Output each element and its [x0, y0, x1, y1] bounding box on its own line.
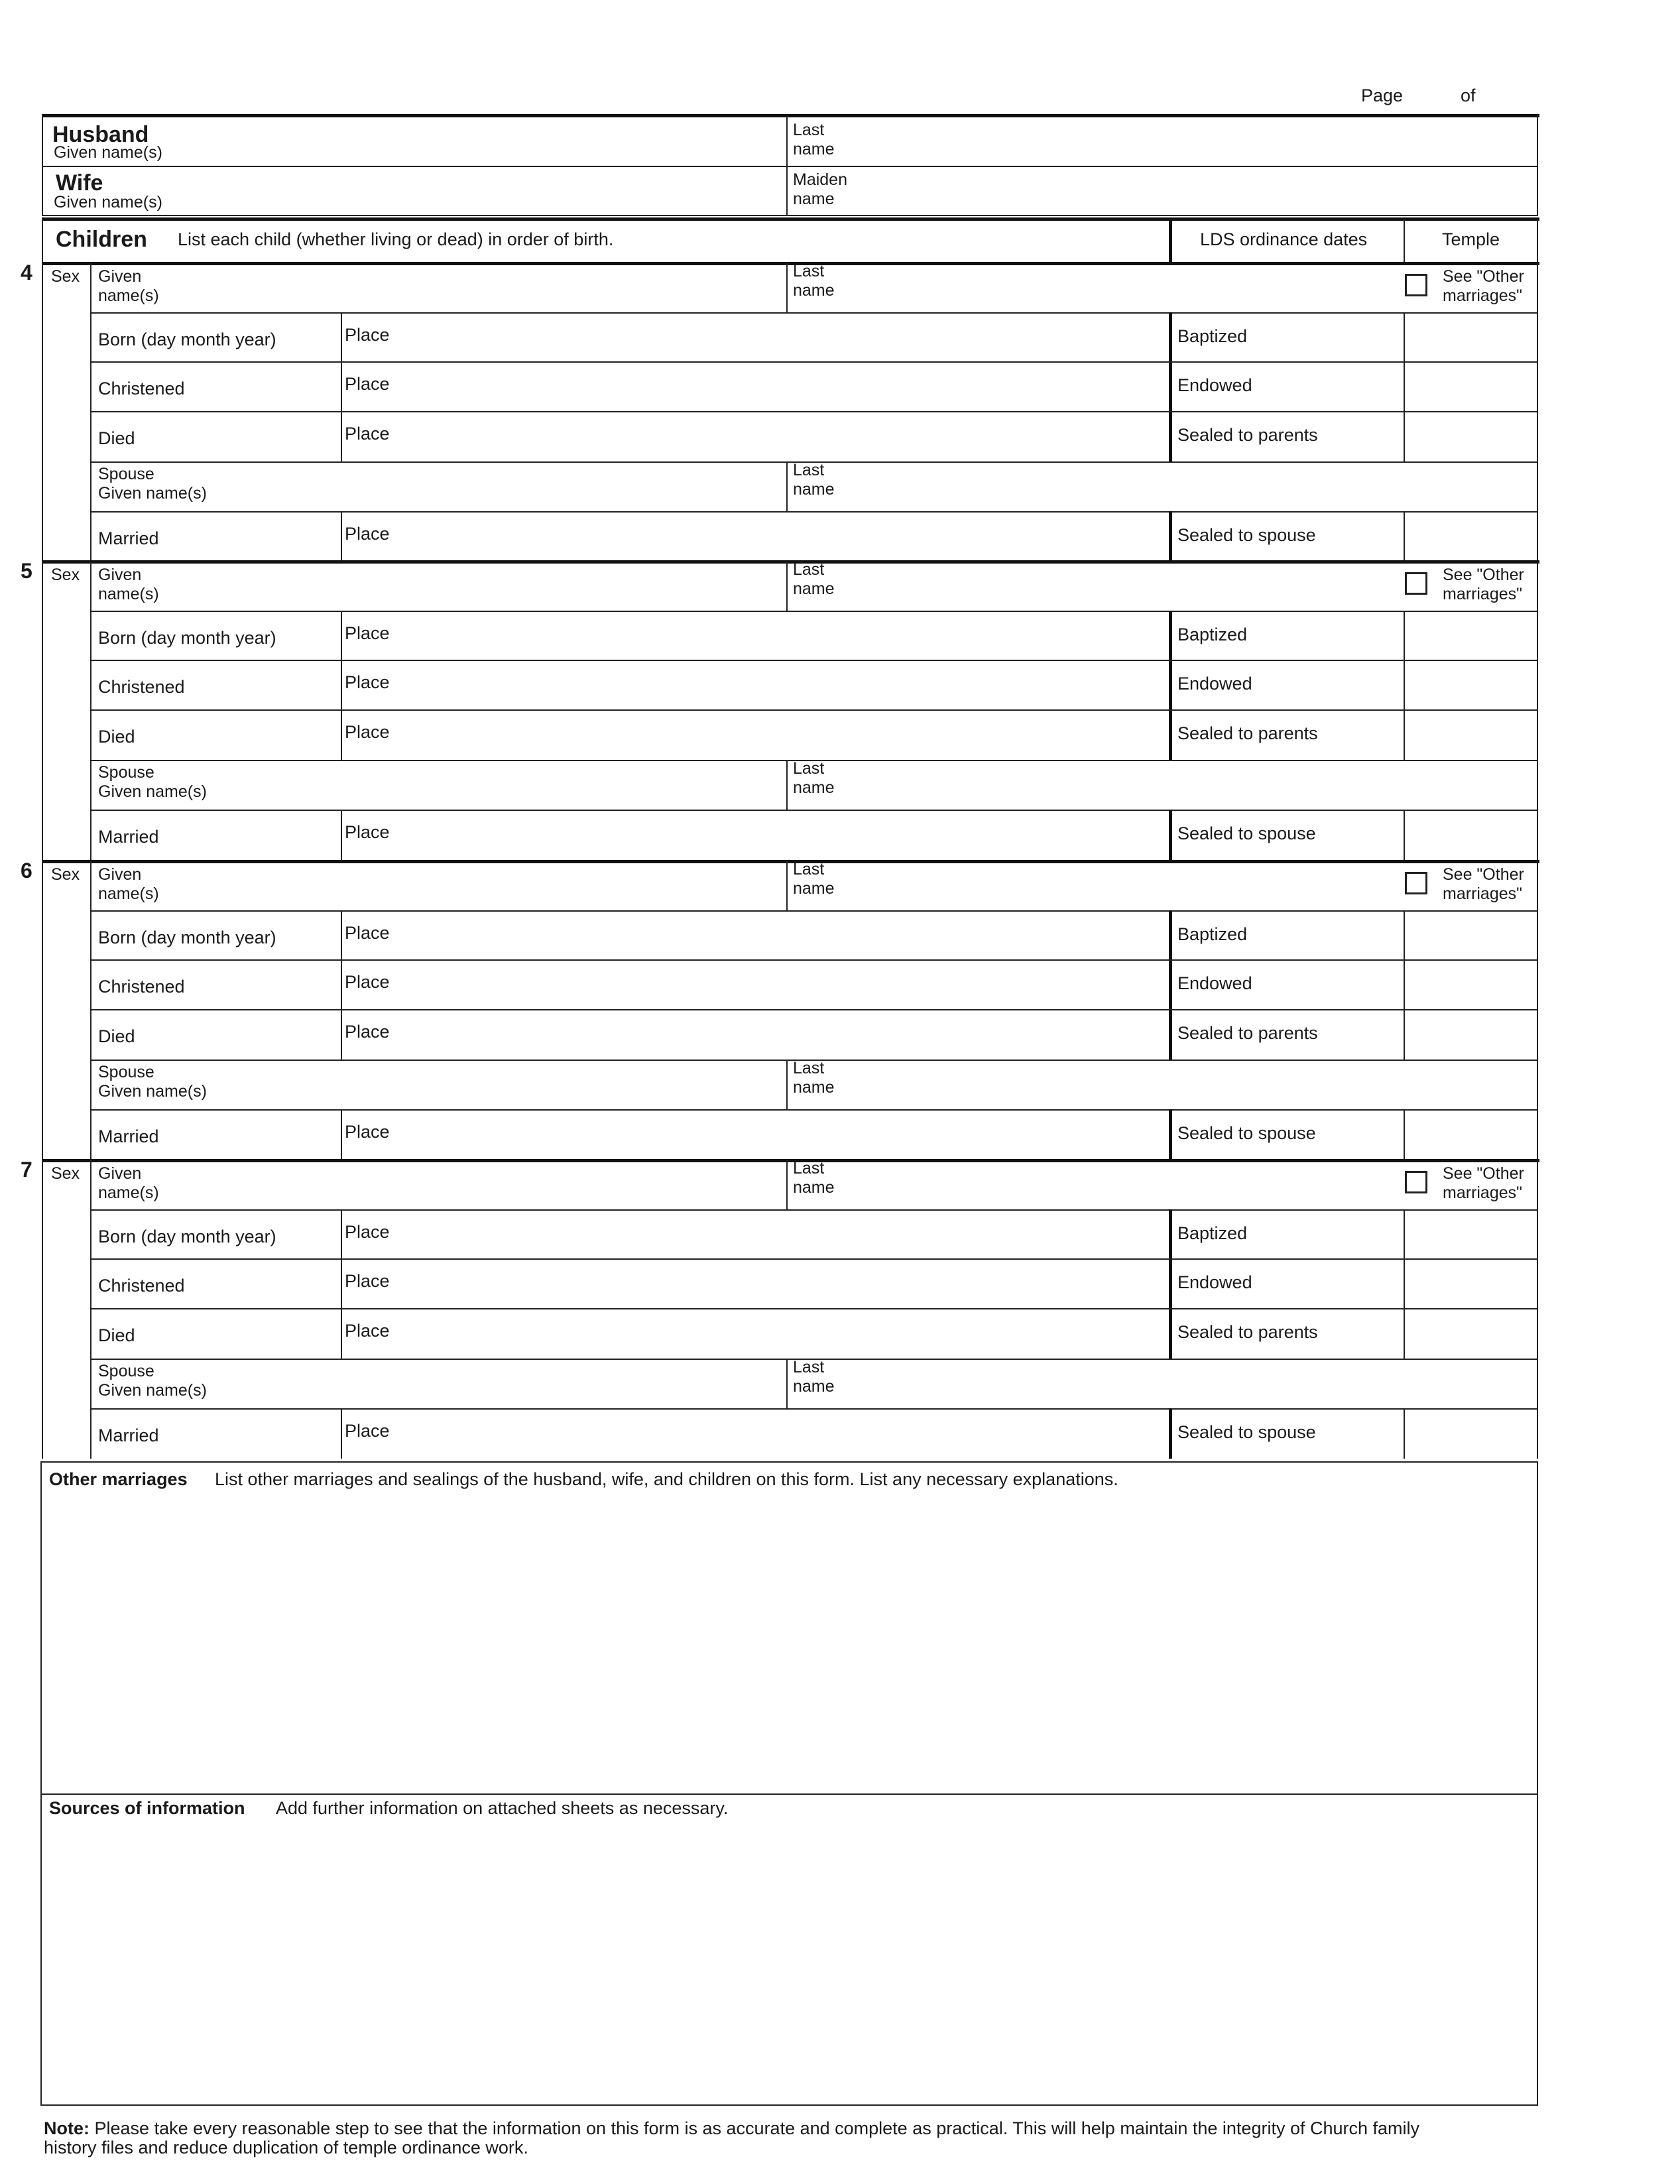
born-place-label: Place — [345, 325, 390, 345]
husband-given-name-field[interactable] — [239, 119, 782, 163]
child-right-border — [1537, 263, 1538, 562]
child-top-rule — [42, 262, 1539, 265]
born-label: Born (day month year) — [98, 628, 276, 648]
child-number: 4 — [21, 261, 32, 284]
endowed-temple-field[interactable] — [1407, 664, 1534, 706]
wife-title: Wife — [56, 170, 103, 196]
last-2-text: name — [793, 1377, 835, 1396]
christened-place-label: Place — [345, 374, 390, 394]
last-1-text: Last — [793, 860, 825, 879]
form-top-rule — [42, 114, 1539, 117]
spouse-last-name-field[interactable] — [855, 465, 1531, 509]
married-place-divider — [341, 810, 342, 860]
husband-title: Husband — [52, 122, 149, 147]
spouse-last-name-field[interactable] — [855, 1063, 1531, 1107]
see-other-marriages-label — [1443, 865, 1524, 904]
child-left-border — [42, 263, 43, 562]
spouse-given-name-field[interactable] — [265, 1063, 782, 1107]
child-number: 5 — [21, 559, 32, 583]
other-marriages-title: Other marriages — [49, 1469, 188, 1489]
last-1-text: Last — [793, 1159, 825, 1178]
baptized-label: Baptized — [1177, 1223, 1248, 1243]
spouse-1-text: Spouse — [98, 1063, 154, 1081]
born-place-field[interactable] — [411, 615, 1166, 657]
child-sex-divider — [90, 1160, 91, 1459]
page-total-field[interactable] — [1485, 81, 1525, 107]
given-1-text: Given — [98, 566, 142, 584]
spouse-given-name-field[interactable] — [265, 1362, 782, 1406]
married-place-divider — [341, 1109, 342, 1160]
sources-instruction: Add further information on attached sheets as necessary. — [276, 1798, 729, 1818]
sealed-to-spouse-temple-field[interactable] — [1407, 1412, 1534, 1455]
endowed-temple-field[interactable] — [1407, 1262, 1534, 1305]
last-2-text: name — [793, 879, 835, 898]
children-header-divider — [1169, 219, 1172, 263]
page-number-label: Page — [1361, 86, 1404, 105]
child-last-label — [793, 262, 835, 300]
child-last-label — [793, 1159, 835, 1197]
married-temple-divider — [1404, 1408, 1405, 1459]
endowed-label: Endowed — [1177, 674, 1252, 694]
sex-field[interactable] — [52, 288, 88, 308]
child-top-rule — [42, 860, 1539, 863]
see-other-2-text: marriages" — [1443, 585, 1523, 603]
sealed-to-parents-label: Sealed to parents — [1177, 1322, 1318, 1342]
christened-place-label: Place — [345, 972, 390, 992]
born-label: Born (day month year) — [98, 330, 276, 349]
children-header-left-border — [42, 219, 43, 263]
spouse-1-text: Spouse — [98, 1362, 154, 1380]
sealed-to-parents-label: Sealed to parents — [1177, 425, 1318, 445]
spouse-last-label — [793, 759, 835, 798]
spouse-given-name-field[interactable] — [265, 763, 782, 807]
christened-label: Christened — [98, 1276, 185, 1296]
married-ordinance-divider — [1169, 1408, 1172, 1459]
born-place-label: Place — [345, 623, 390, 643]
married-ordinance-divider — [1169, 1109, 1172, 1160]
christened-place-field[interactable] — [411, 1262, 1166, 1305]
spouse-last-label — [793, 1059, 835, 1097]
baptized-label: Baptized — [1177, 625, 1248, 644]
sources-top-rule — [40, 1793, 1538, 1795]
sources-bottom-rule — [40, 2104, 1538, 2106]
see-other-marriages-label — [1443, 566, 1524, 604]
endowed-temple-field[interactable] — [1407, 963, 1534, 1006]
given-2-text: name(s) — [98, 884, 159, 903]
see-other-1-text: See "Other — [1443, 566, 1524, 584]
husband-given-label: Given name(s) — [54, 143, 162, 162]
wife-given-label: Given name(s) — [54, 193, 162, 212]
died-place-label: Place — [345, 1321, 390, 1341]
sealed-to-spouse-label: Sealed to spouse — [1177, 525, 1316, 545]
married-place-field[interactable] — [411, 1412, 1166, 1455]
baptized-temple-field[interactable] — [1407, 914, 1534, 957]
note-title: Note: — [44, 2118, 90, 2138]
last-2-text: name — [793, 480, 835, 499]
married-temple-divider — [1404, 810, 1405, 860]
married-label: Married — [98, 827, 159, 847]
note-line-1 — [44, 2120, 1419, 2138]
christened-label: Christened — [98, 977, 185, 997]
sealed-to-spouse-label: Sealed to spouse — [1177, 823, 1316, 843]
born-place-label: Place — [345, 1222, 390, 1242]
see-other-marriages-label — [1443, 1164, 1524, 1203]
endowed-temple-field[interactable] — [1407, 365, 1534, 408]
temple-divider — [1404, 611, 1405, 760]
sources-field[interactable] — [46, 1827, 1531, 2099]
died-place-label: Place — [345, 424, 390, 444]
endowed-label: Endowed — [1177, 375, 1252, 395]
see-other-1-text: See "Other — [1443, 865, 1524, 884]
sealed-to-parents-temple-field[interactable] — [1407, 415, 1534, 457]
see-other-marriages-checkbox[interactable] — [1405, 274, 1427, 296]
child-right-border — [1537, 861, 1538, 1160]
sex-field[interactable] — [52, 1185, 88, 1205]
sealed-to-spouse-label: Sealed to spouse — [1177, 1123, 1316, 1143]
spouse-given-label — [98, 1063, 207, 1101]
born-place-field[interactable] — [411, 316, 1166, 359]
spouse-given-name-field[interactable] — [265, 465, 782, 509]
given-2-text: name(s) — [98, 1183, 159, 1202]
child-given-label — [98, 267, 159, 306]
died-label: Died — [98, 1026, 135, 1046]
row-rule — [90, 611, 1538, 612]
child-given-label — [98, 865, 159, 904]
lds-ordinance-dates-label: LDS ordinance dates — [1200, 229, 1368, 249]
row-rule — [90, 709, 1538, 711]
place-divider — [341, 312, 342, 461]
married-place-label: Place — [345, 1421, 390, 1441]
married-label: Married — [98, 1426, 159, 1445]
endowed-label: Endowed — [1177, 1272, 1252, 1292]
sources-title: Sources of information — [49, 1798, 245, 1818]
died-place-label: Place — [345, 1022, 390, 1042]
row-rule — [90, 511, 1538, 513]
spouse-name-divider — [786, 1359, 788, 1408]
child-left-border — [42, 1160, 43, 1459]
baptized-label: Baptized — [1177, 326, 1248, 346]
see-other-2-text: marriages" — [1443, 884, 1523, 903]
ordinance-divider — [1169, 312, 1172, 461]
sealed-to-parents-temple-field[interactable] — [1407, 1312, 1534, 1355]
spouse-2-text: Given name(s) — [98, 1082, 207, 1101]
see-other-1-text: See "Other — [1443, 1164, 1524, 1183]
place-divider — [341, 611, 342, 760]
child-name-divider — [786, 1160, 788, 1209]
baptized-temple-field[interactable] — [1407, 615, 1534, 657]
married-place-field[interactable] — [411, 515, 1166, 558]
row-rule — [90, 411, 1538, 412]
child-last-label — [793, 560, 835, 599]
given-1-text: Given — [98, 267, 142, 286]
child-given-name-field[interactable] — [172, 864, 782, 908]
died-place-field[interactable] — [411, 415, 1166, 457]
last-1-text: Last — [793, 560, 825, 579]
spouse-given-label — [98, 465, 207, 503]
baptized-temple-field[interactable] — [1407, 316, 1534, 359]
child-given-name-field[interactable] — [172, 266, 782, 310]
children-header-temple-divider — [1404, 219, 1405, 263]
given-1-text: Given — [98, 1164, 142, 1183]
child-right-border — [1537, 562, 1538, 860]
child-given-label — [98, 1164, 159, 1203]
child-given-name-field[interactable] — [172, 1163, 782, 1207]
temple-label: Temple — [1442, 229, 1500, 249]
row-rule — [90, 959, 1538, 961]
husband-last-label: Last name — [793, 121, 835, 158]
note-text-1: Please take every reasonable step to see that the information on this form is as accurate and complete as practical. This will help maintain the integrity of Church family — [94, 2118, 1420, 2138]
given-1-text: Given — [98, 865, 142, 884]
spouse-name-divider — [786, 461, 788, 511]
wife-maiden-label: Maiden name — [793, 170, 847, 208]
married-place-divider — [341, 1408, 342, 1459]
row-rule — [90, 810, 1538, 811]
sealed-to-parents-temple-field[interactable] — [1407, 1013, 1534, 1056]
header-divider — [786, 115, 788, 215]
row-rule — [90, 1258, 1538, 1260]
child-block-5 — [0, 560, 1680, 860]
married-place-divider — [341, 511, 342, 562]
married-label: Married — [98, 528, 159, 548]
ordinance-divider — [1169, 910, 1172, 1060]
page-of-label: of — [1461, 86, 1476, 105]
child-name-divider — [786, 562, 788, 611]
child-sex-divider — [90, 562, 91, 860]
child-top-rule — [42, 1159, 1539, 1162]
sex-label: Sex — [51, 1164, 80, 1183]
sealed-to-parents-temple-field[interactable] — [1407, 713, 1534, 756]
last-1-text: Last — [793, 262, 825, 280]
children-title: Children — [56, 227, 147, 252]
spouse-2-text: Given name(s) — [98, 1381, 207, 1400]
see-other-marriages-checkbox[interactable] — [1405, 872, 1427, 894]
temple-divider — [1404, 1209, 1405, 1359]
child-last-name-field[interactable] — [855, 864, 1399, 908]
ordinance-divider — [1169, 1209, 1172, 1359]
note-line-2: history files and reduce duplication of temple ordinance work. — [44, 2138, 528, 2157]
sealed-to-spouse-temple-field[interactable] — [1407, 814, 1534, 856]
sealed-to-spouse-label: Sealed to spouse — [1177, 1422, 1316, 1442]
child-last-label — [793, 860, 835, 898]
spouse-name-divider — [786, 760, 788, 810]
row-rule — [90, 1009, 1538, 1010]
married-label: Married — [98, 1126, 159, 1146]
born-place-field[interactable] — [411, 1213, 1166, 1256]
row-rule — [90, 910, 1538, 912]
child-left-border — [42, 562, 43, 860]
wife-maiden-name-field[interactable] — [855, 170, 1531, 212]
place-divider — [341, 1209, 342, 1359]
row-rule — [90, 1209, 1538, 1211]
sex-label: Sex — [51, 865, 80, 884]
born-place-label: Place — [345, 923, 390, 943]
child-last-name-field[interactable] — [855, 564, 1399, 608]
sealed-to-spouse-temple-field[interactable] — [1407, 515, 1534, 558]
place-divider — [341, 910, 342, 1060]
sealed-to-parents-label: Sealed to parents — [1177, 723, 1318, 743]
child-sex-divider — [90, 263, 91, 562]
sealed-to-spouse-temple-field[interactable] — [1407, 1113, 1534, 1156]
christened-label: Christened — [98, 379, 185, 398]
died-label: Died — [98, 1325, 135, 1345]
spouse-given-label — [98, 1362, 207, 1400]
child-name-divider — [786, 263, 788, 312]
see-other-1-text: See "Other — [1443, 267, 1524, 286]
child-given-label — [98, 566, 159, 604]
spouse-last-label — [793, 1358, 835, 1396]
child-number: 7 — [21, 1158, 32, 1182]
spouse-name-divider — [786, 1060, 788, 1109]
last-1-text: Last — [793, 759, 825, 778]
last-1-text: Last — [793, 461, 825, 479]
born-label: Born (day month year) — [98, 1227, 276, 1246]
husband-last-name-field[interactable] — [855, 119, 1531, 163]
baptized-temple-field[interactable] — [1407, 1213, 1534, 1256]
died-label: Died — [98, 428, 135, 448]
child-last-name-field[interactable] — [855, 1163, 1399, 1207]
page-number-field[interactable] — [1412, 81, 1452, 107]
child-top-rule — [42, 560, 1539, 564]
endowed-label: Endowed — [1177, 973, 1252, 993]
child-block-6 — [0, 860, 1680, 1160]
row-rule — [90, 361, 1538, 363]
children-header-right-border — [1537, 219, 1538, 263]
see-other-2-text: marriages" — [1443, 286, 1523, 305]
given-2-text: name(s) — [98, 585, 159, 603]
last-1-text: Last — [793, 1059, 825, 1077]
christened-place-label: Place — [345, 1271, 390, 1291]
married-place-label: Place — [345, 524, 390, 544]
christened-label: Christened — [98, 677, 185, 697]
child-left-border — [42, 861, 43, 1160]
married-place-field[interactable] — [411, 814, 1166, 856]
child-block-4 — [0, 262, 1680, 562]
row-rule — [90, 312, 1538, 314]
sex-field[interactable] — [52, 587, 88, 607]
see-other-2-text: marriages" — [1443, 1183, 1523, 1202]
died-place-field[interactable] — [411, 1312, 1166, 1355]
see-other-marriages-checkbox[interactable] — [1405, 572, 1427, 595]
died-label: Died — [98, 727, 135, 747]
header-right-border — [1537, 114, 1538, 215]
sex-label: Sex — [51, 267, 80, 286]
last-2-text: name — [793, 1178, 835, 1197]
header-left-border — [42, 114, 43, 215]
given-2-text: name(s) — [98, 286, 159, 305]
row-rule — [90, 1109, 1538, 1111]
temple-divider — [1404, 910, 1405, 1060]
last-2-text: name — [793, 281, 835, 300]
last-1-text: Last — [793, 1358, 825, 1376]
temple-divider — [1404, 312, 1405, 461]
spouse-last-name-field[interactable] — [855, 1362, 1531, 1406]
married-place-label: Place — [345, 1122, 390, 1142]
wife-bottom-rule — [42, 215, 1538, 216]
ordinance-divider — [1169, 611, 1172, 760]
died-place-field[interactable] — [411, 1013, 1166, 1056]
married-temple-divider — [1404, 1109, 1405, 1160]
baptized-label: Baptized — [1177, 924, 1248, 944]
child-given-name-field[interactable] — [172, 564, 782, 608]
last-2-text: name — [793, 579, 835, 598]
child-right-border — [1537, 1160, 1538, 1459]
row-rule — [90, 1408, 1538, 1410]
married-temple-divider — [1404, 511, 1405, 562]
husband-wife-separator — [42, 166, 1538, 167]
child-last-name-field[interactable] — [855, 266, 1399, 310]
christened-place-label: Place — [345, 672, 390, 692]
married-ordinance-divider — [1169, 511, 1172, 562]
wife-given-name-field[interactable] — [239, 170, 782, 212]
married-ordinance-divider — [1169, 810, 1172, 860]
married-place-label: Place — [345, 822, 390, 842]
child-name-divider — [786, 861, 788, 910]
spouse-2-text: Given name(s) — [98, 484, 207, 503]
sex-field[interactable] — [52, 886, 88, 906]
child-block-7 — [0, 1159, 1680, 1459]
lower-left-border — [40, 1461, 42, 2106]
children-header-top-rule — [42, 217, 1539, 221]
christened-place-field[interactable] — [411, 365, 1166, 408]
sex-label: Sex — [51, 566, 80, 584]
other-marriages-top-rule — [42, 1461, 1538, 1463]
row-rule — [90, 660, 1538, 661]
child-number: 6 — [21, 859, 32, 882]
christened-place-field[interactable] — [411, 963, 1166, 1006]
christened-place-field[interactable] — [411, 664, 1166, 706]
lower-right-border — [1537, 1461, 1538, 2106]
see-other-marriages-checkbox[interactable] — [1405, 1171, 1427, 1193]
born-place-field[interactable] — [411, 914, 1166, 957]
row-rule — [90, 1308, 1538, 1309]
spouse-last-name-field[interactable] — [855, 763, 1531, 807]
other-marriages-instruction: List other marriages and sealings of the husband, wife, and children on this form. List any necessary explanations. — [215, 1469, 1118, 1489]
sealed-to-parents-label: Sealed to parents — [1177, 1023, 1318, 1043]
other-marriages-field[interactable] — [46, 1498, 1531, 1790]
spouse-1-text: Spouse — [98, 465, 154, 483]
married-place-field[interactable] — [411, 1113, 1166, 1156]
spouse-last-label — [793, 461, 835, 499]
last-2-text: name — [793, 1078, 835, 1097]
died-place-label: Place — [345, 722, 390, 742]
spouse-1-text: Spouse — [98, 763, 154, 782]
spouse-given-label — [98, 763, 207, 802]
see-other-marriages-label — [1443, 267, 1524, 306]
children-instruction: List each child (whether living or dead) in order of birth. — [178, 229, 614, 249]
spouse-2-text: Given name(s) — [98, 782, 207, 801]
child-sex-divider — [90, 861, 91, 1160]
died-place-field[interactable] — [411, 713, 1166, 756]
last-2-text: name — [793, 778, 835, 797]
born-label: Born (day month year) — [98, 928, 276, 947]
